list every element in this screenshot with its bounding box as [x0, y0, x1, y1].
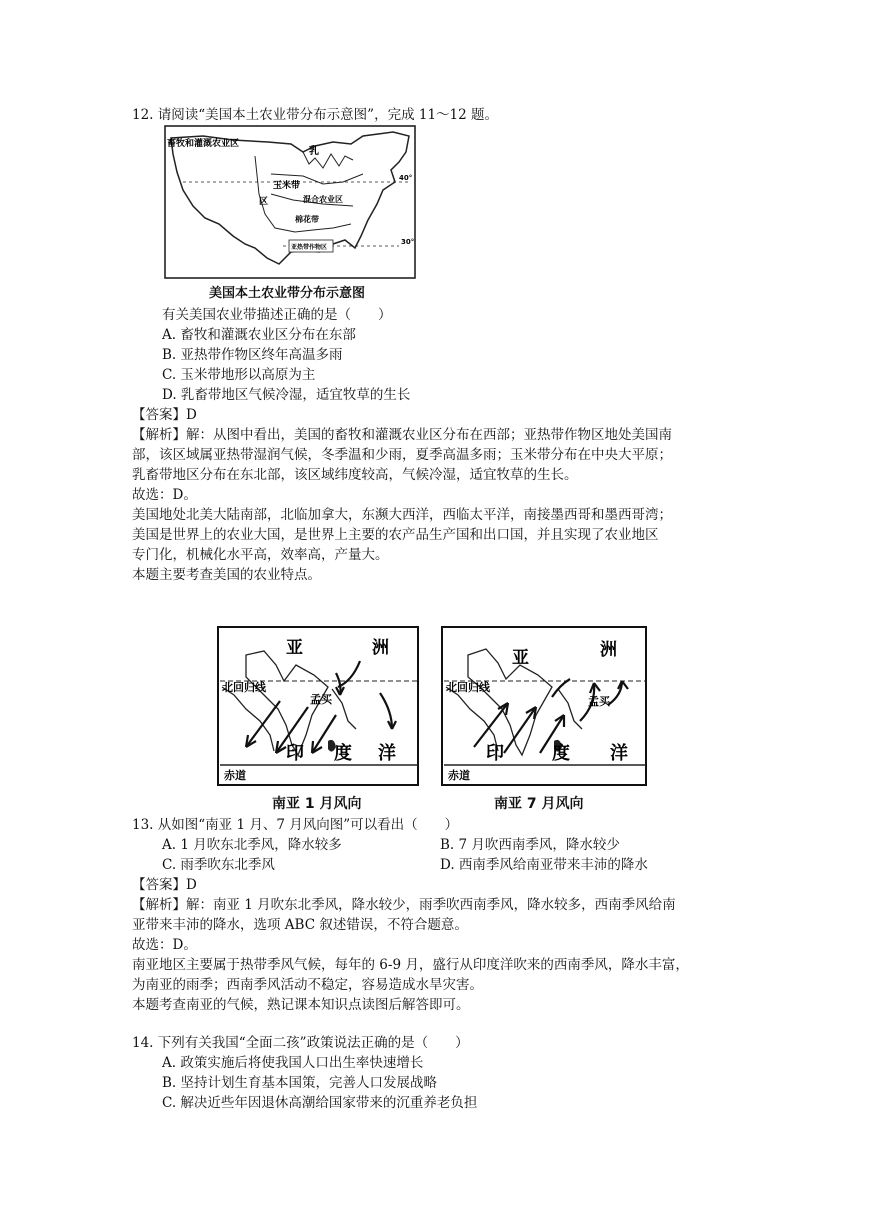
- q12-analysis-line: 故选：D。: [132, 487, 197, 503]
- q12-analysis-line: 本题主要考查美国的农业特点。: [132, 567, 321, 583]
- ocean-label: 印: [286, 743, 304, 764]
- label-corn-belt: 玉米带: [273, 181, 301, 191]
- q13-analysis-line: 亚带来丰沛的降水，选项 ABC 叙述错误，不符合题意。: [132, 917, 468, 933]
- ocean-label: 印: [486, 743, 504, 764]
- label-cotton: 棉花带: [295, 215, 319, 224]
- label-dairy: 乳: [309, 146, 319, 157]
- asia-label-a: 亚: [512, 648, 529, 668]
- tropic-label: 北回归线: [222, 681, 266, 694]
- asia-label-b: 洲: [600, 640, 617, 660]
- ocean-label: 洋: [378, 743, 396, 764]
- q12-analysis-line: 美国是世界上的农业大国，是世界上主要的农产品生产国和出口国，并且实现了农业地区: [132, 527, 659, 543]
- ocean-label: 洋: [610, 743, 628, 764]
- q13-stem: 13. 从如图“南亚 1 月、7 月风向图”可以看出（ ）: [132, 817, 459, 833]
- asia-label-b: 洲: [372, 638, 389, 658]
- q12-option-d: D. 乳畜带地区气候冷湿，适宜牧草的生长: [162, 387, 411, 403]
- q13-analysis-line: 为南亚的雨季；西南季风活动不稳定，容易造成水旱灾害。: [132, 977, 483, 993]
- q14-option-b: B. 坚持计划生育基本国策，完善人口发展战略: [162, 1075, 438, 1091]
- q13-option-d: D. 西南季风给南亚带来丰沛的降水: [440, 857, 648, 873]
- ocean-label: 度: [552, 743, 570, 764]
- january-map-drawing: [216, 625, 422, 789]
- equator-label: 赤道: [224, 769, 246, 782]
- july-map-caption: 南亚 7 月风向: [494, 796, 584, 812]
- q14-stem: 14. 下列有关我国“全面二孩”政策说法正确的是（ ）: [132, 1035, 469, 1051]
- label-district: 区: [259, 197, 269, 207]
- usa-map-caption: 美国本土农业带分布示意图: [209, 286, 366, 301]
- q12-analysis-line: 专门化，机械化水平高，效率高，产量大。: [132, 547, 389, 563]
- q12-option-c: C. 玉米带地形以高原为主: [162, 367, 316, 383]
- q13-analysis-line: 本题考查南亚的气候，熟记课本知识点读图后解答即可。: [132, 997, 470, 1013]
- q14-option-c: C. 解决近些年因退休高潮给国家带来的沉重养老负担: [162, 1095, 478, 1111]
- ocean-label: 度: [334, 743, 352, 764]
- q12-stem: 12. 请阅读“美国本土农业带分布示意图”，完成 11～12 题。: [132, 107, 499, 123]
- q13-analysis-line: 南亚地区主要属于热带季风气候，每年的 6-9 月，盛行从印度洋吹来的西南季风，降水丰富，: [132, 957, 689, 973]
- january-map-caption: 南亚 1 月风向: [272, 796, 362, 812]
- south-asia-january-map: [216, 625, 422, 815]
- q12-analysis-line: 部，该区域属亚热带湿润气候，冬季温和少雨，夏季高温多雨；玉米带分布在中央大平原；: [132, 447, 672, 463]
- q13-option-a: A. 1 月吹东北季风，降水较多: [162, 837, 342, 853]
- south-asia-july-map: [440, 625, 650, 815]
- q13-option-b: B. 7 月吹西南季风，降水较少: [440, 837, 620, 853]
- q13-analysis-line: 故选：D。: [132, 937, 197, 953]
- label-livestock: 畜牧和灌溉农业区: [167, 139, 240, 149]
- q12-analysis-line: 乳畜带地区分布在东北部，该区域纬度较高，气候冷湿，适宜牧草的生长。: [132, 467, 578, 483]
- q12-option-a: A. 畜牧和灌溉农业区分布在东部: [162, 327, 356, 343]
- q12-question: 有关美国农业带描述正确的是（ ）: [162, 307, 392, 323]
- mumbai-label: 孟买: [310, 693, 332, 706]
- tropic-label: 北回归线: [446, 681, 490, 694]
- label-30deg: 30°: [401, 238, 415, 246]
- q13-option-c: C. 雨季吹东北季风: [162, 857, 275, 873]
- usa-map-drawing: [163, 124, 419, 302]
- q14-option-a: A. 政策实施后将使我国人口出生率快速增长: [162, 1055, 424, 1071]
- q12-analysis-line: 美国地处北美大陆南部，北临加拿大，东濒大西洋，西临太平洋，南接墨西哥和墨西哥湾；: [132, 507, 672, 523]
- asia-label-a: 亚: [286, 638, 303, 658]
- equator-label: 赤道: [448, 769, 470, 782]
- usa-agriculture-map: [163, 124, 419, 302]
- july-map-drawing: [440, 625, 650, 789]
- label-subtropical: 亚热带作物区: [291, 244, 328, 251]
- label-mixed: 混合农业区: [303, 195, 343, 204]
- q13-answer: 【答案】D: [132, 877, 197, 893]
- label-40deg: 40°: [399, 174, 413, 182]
- q12-answer: 【答案】D: [132, 407, 197, 423]
- mumbai-label: 孟买: [588, 695, 610, 708]
- q12-analysis-line: 【解析】解：从图中看出，美国的畜牧和灌溉农业区分布在西部；亚热带作物区地处美国南: [132, 427, 672, 443]
- q12-option-b: B. 亚热带作物区终年高温多雨: [162, 347, 343, 363]
- q13-analysis-line: 【解析】解：南亚 1 月吹东北季风，降水较少，雨季吹西南季风，降水较多，西南季风给南: [132, 897, 676, 913]
